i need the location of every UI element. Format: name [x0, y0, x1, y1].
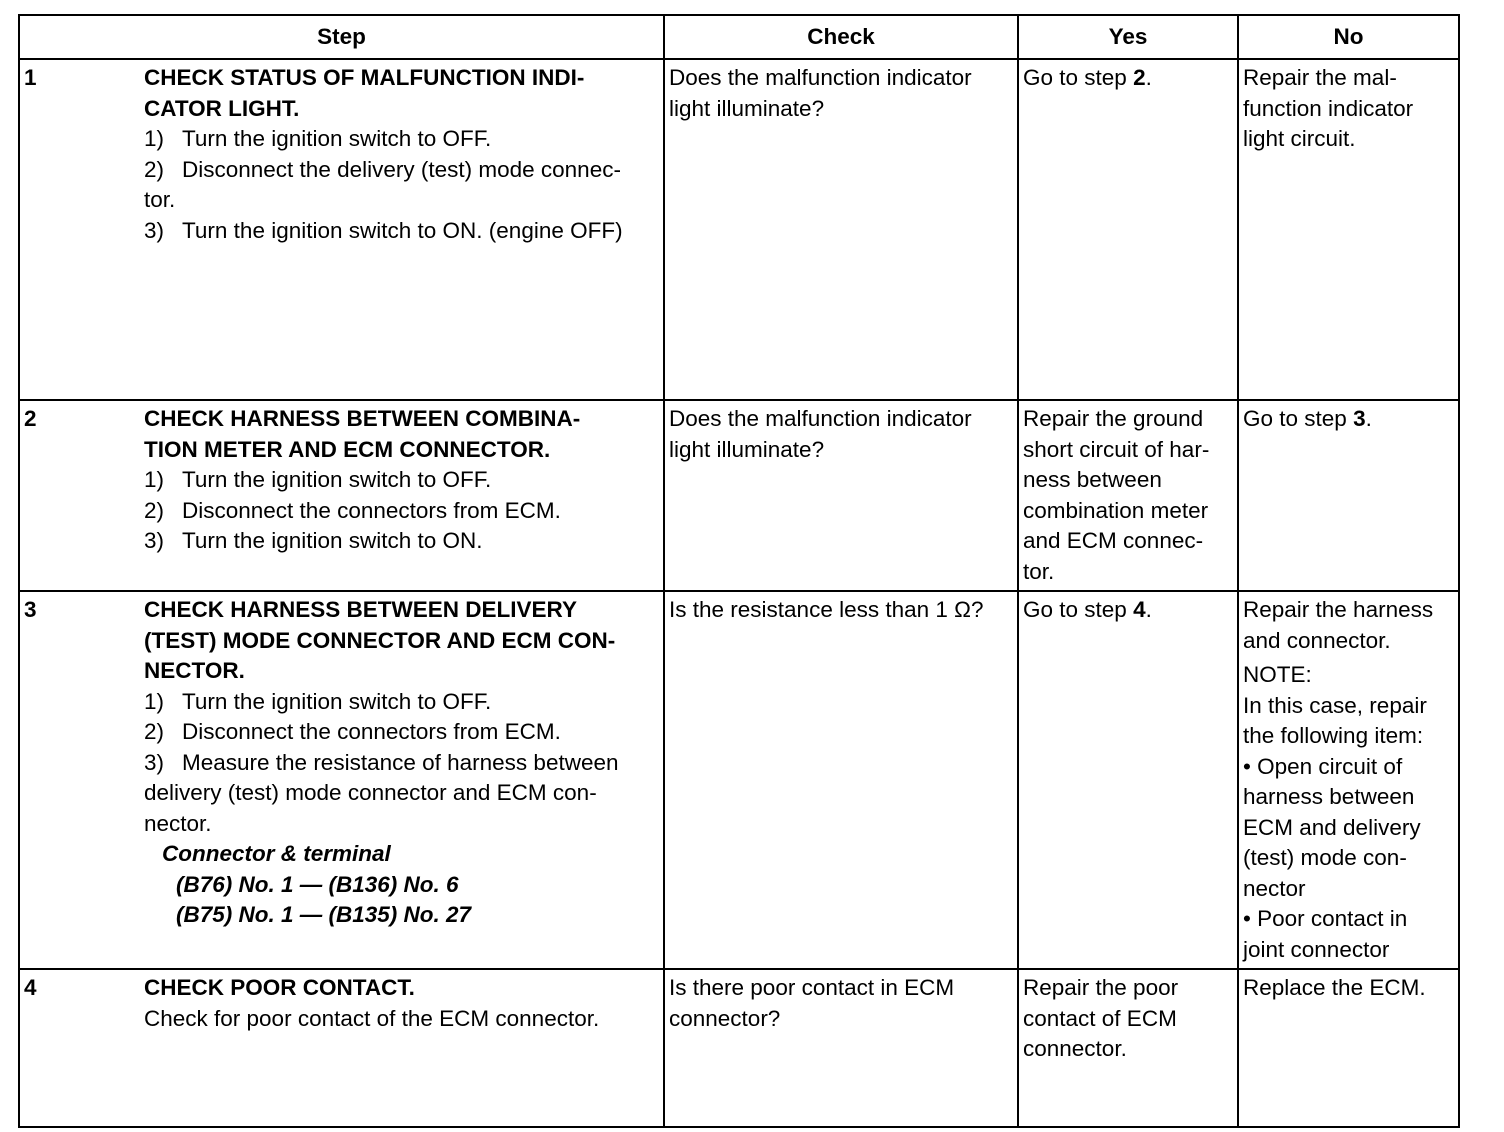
table-row	[19, 591, 1459, 969]
no-cell: Replace the ECM.	[1238, 969, 1459, 1127]
step-number: 1	[24, 65, 37, 90]
substep-continuation: delivery (test) mode connector and ECM con-	[144, 780, 597, 805]
yes-cell: Go to step 4.	[1018, 591, 1238, 969]
step-reference: 3	[1353, 406, 1366, 431]
yes-cell: Go to step 2.	[1018, 59, 1238, 400]
header-step: Step	[19, 15, 664, 59]
substep: 3) Measure the resistance of harness between	[144, 749, 619, 775]
header-check: Check	[664, 15, 1018, 59]
table-header-row	[19, 15, 1459, 59]
header-no: No	[1238, 15, 1459, 59]
table-row	[19, 59, 1459, 400]
check-cell: Does the malfunction indicator light illuminate?	[664, 400, 1018, 591]
step-body: Check for poor contact of the ECM connector.	[144, 1005, 600, 1031]
step-number: 2	[24, 406, 37, 431]
substep: 2) Disconnect the connectors from ECM.	[144, 497, 561, 523]
step-title: TION METER AND ECM CONNECTOR.	[144, 436, 551, 462]
substep: 3) Turn the ignition switch to ON. (engine OFF)	[144, 217, 623, 243]
header-yes: Yes	[1018, 15, 1238, 59]
step-title: CATOR LIGHT.	[144, 95, 300, 121]
step-reference: 4	[1133, 597, 1146, 622]
connector-heading: Connector & terminal	[162, 841, 391, 866]
step-title: CHECK STATUS OF MALFUNCTION INDI-	[144, 65, 585, 90]
substep-continuation: nector.	[144, 810, 212, 836]
step-number: 4	[24, 975, 37, 1000]
substep: 1) Turn the ignition switch to OFF.	[144, 126, 492, 151]
step-title: CHECK HARNESS BETWEEN COMBINA-	[144, 406, 581, 431]
check-cell: Is there poor contact in ECM connector?	[664, 969, 1018, 1127]
connector-terminal: (B75) No. 1 — (B135) No. 27	[176, 902, 472, 927]
step-cell	[19, 59, 664, 400]
note-label: NOTE:	[1243, 662, 1312, 687]
step-title: NECTOR.	[144, 658, 245, 683]
step-number: 3	[24, 597, 37, 622]
table-row	[19, 969, 1459, 1127]
bullet-item: • Poor contact in	[1243, 906, 1408, 931]
step-cell	[19, 969, 664, 1127]
step-cell	[19, 591, 664, 969]
step-cell	[19, 400, 664, 591]
substep: 1) Turn the ignition switch to OFF.	[144, 467, 492, 492]
no-cell: Go to step 3.	[1238, 400, 1459, 591]
diagnostic-procedure-page	[18, 14, 1460, 1128]
substep: 3) Turn the ignition switch to ON.	[144, 528, 483, 553]
check-cell: Does the malfunction indicator light illuminate?	[664, 59, 1018, 400]
step-title: CHECK HARNESS BETWEEN DELIVERY	[144, 597, 577, 622]
step-reference: 2	[1133, 65, 1146, 90]
connector-terminal: (B76) No. 1 — (B136) No. 6	[176, 871, 459, 897]
no-cell: Repair the harness and connector. NOTE: In this case, repair the following item: • Open circuit of harness between ECM and delivery (test) mode con- nector • Poor contact in joint connector	[1238, 591, 1459, 969]
no-cell: Repair the mal- function indicator light circuit.	[1238, 59, 1459, 400]
substep: 2) Disconnect the connectors from ECM.	[144, 719, 561, 744]
substep: 1) Turn the ignition switch to OFF.	[144, 688, 492, 714]
check-cell: Is the resistance less than 1 Ω?	[664, 591, 1018, 969]
substep-continuation: tor.	[144, 187, 176, 212]
step-title: CHECK POOR CONTACT.	[144, 975, 415, 1000]
yes-cell: Repair the poor contact of ECM connector.	[1018, 969, 1238, 1127]
step-title: (TEST) MODE CONNECTOR AND ECM CON-	[144, 627, 616, 653]
substep: 2) Disconnect the delivery (test) mode connec-	[144, 156, 621, 182]
table-row	[19, 400, 1459, 591]
yes-cell: Repair the ground short circuit of har- ness between combination meter and ECM connec- tor.	[1018, 400, 1238, 591]
bullet-item: • Open circuit of	[1243, 753, 1403, 779]
diagnostic-table	[18, 14, 1460, 1128]
